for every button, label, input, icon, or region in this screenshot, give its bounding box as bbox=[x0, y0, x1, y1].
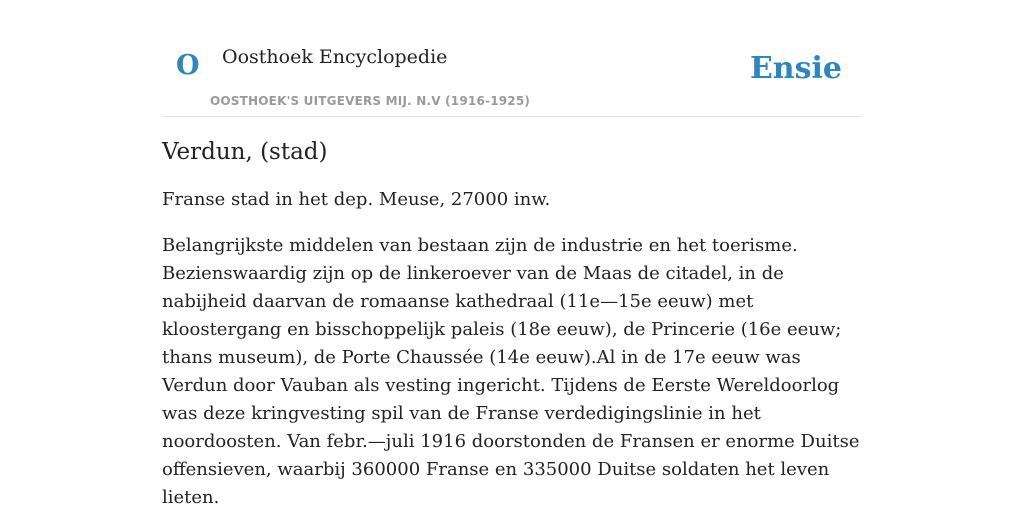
ensie-logo-link[interactable]: Ensie bbox=[749, 51, 842, 86]
publication-logo-icon[interactable]: O bbox=[176, 50, 200, 81]
publication-header bbox=[162, 0, 862, 117]
article-content bbox=[162, 138, 862, 512]
article-title: Verdun, (stad) bbox=[162, 139, 328, 165]
publication-title[interactable]: Oosthoek Encyclopedie bbox=[222, 46, 448, 68]
article-paragraph-1: Franse stad in het dep. Meuse, 27000 inw. bbox=[162, 188, 551, 210]
article-paragraph-2: Belangrijkste middelen van bestaan zijn de industrie en het toerisme. Bezienswaardig zijn op de linkeroever van de Maas de citadel, in de nabijheid daarvan de romaanse kathedraal (11e—15e eeuw) met kloostergang en bisschoppelijk paleis (18e eeuw), de Princerie (16e eeuw; thans museum), de Porte Chaussée (14e eeuw).Al in de 17e eeuw was Verdun door Vauban als vesting ingericht. Tijdens de Eerste Wereldoorlog was deze kringvesting spil van de Franse verdedigingslinie in het noordoosten. Van febr.—juli 1916 doorstonden de Fransen er enorme Duitse offensieven, waarbij 360000 Franse en 335000 Duitse soldaten het leven lieten. bbox=[162, 234, 860, 508]
publication-subtitle: OOSTHOEK'S UITGEVERS MIJ. N.V (1916-1925) bbox=[210, 94, 531, 108]
